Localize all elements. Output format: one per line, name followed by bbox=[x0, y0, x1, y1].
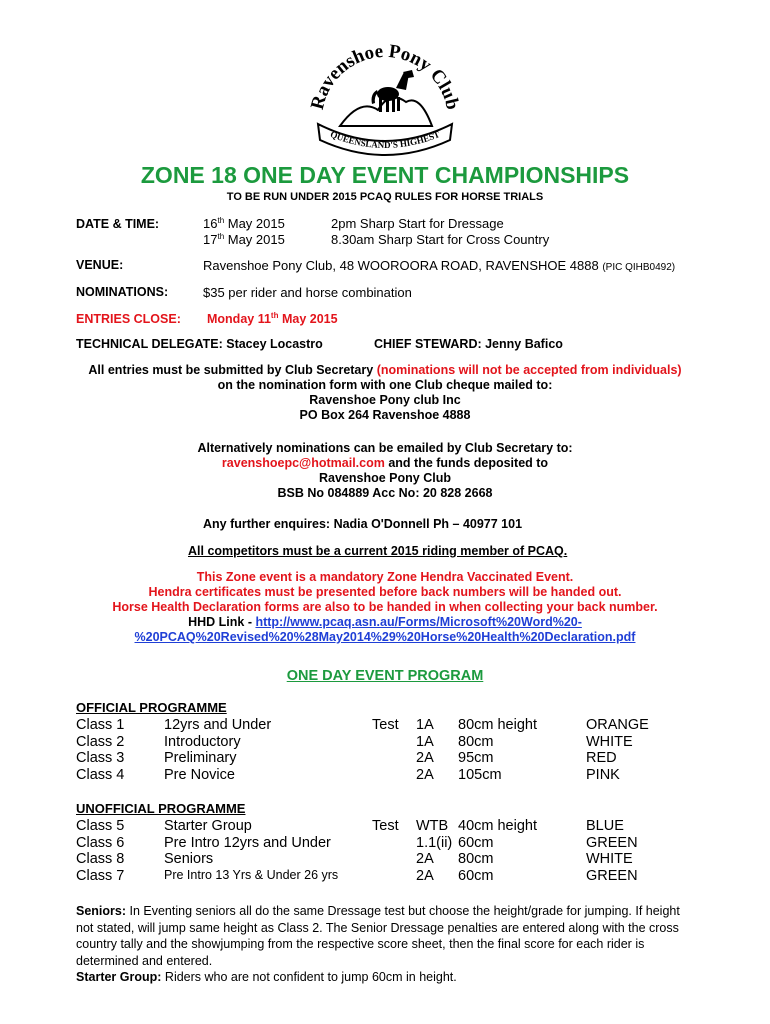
official-heading: OFFICIAL PROGRAMME bbox=[76, 700, 227, 715]
logo-banner-text: QUEENSLAND'S HIGHEST bbox=[328, 129, 442, 151]
cell-desc: Introductory bbox=[164, 733, 241, 750]
cell-cls: Class 2 bbox=[76, 733, 125, 750]
cell-code: 2A bbox=[416, 868, 434, 885]
entries-line3: Ravenshoe Pony club Inc bbox=[309, 393, 461, 407]
cell-colour: BLUE bbox=[586, 818, 624, 834]
cell-cls: Class 4 bbox=[76, 767, 125, 784]
entries-line1: All entries must be submitted by Club Secretary (nominations will not be accepted from individuals) bbox=[88, 363, 682, 377]
nominations-label: NOMINATIONS: bbox=[76, 285, 169, 299]
cell-test: Test bbox=[372, 717, 399, 733]
email-line3: Ravenshoe Pony Club bbox=[319, 471, 451, 485]
cell-code: 2A bbox=[416, 851, 434, 868]
venue-value: Ravenshoe Pony Club, 48 WOOROORA ROAD, RAVENSHOE 4888 (PIC QIHB0492) bbox=[203, 258, 676, 273]
hhd-link[interactable]: http://www.pcaq.asn.au/Forms/Microsoft%20Word%20- bbox=[255, 615, 582, 629]
pony-icon bbox=[372, 70, 414, 112]
cell-height: 80cm bbox=[458, 851, 494, 868]
cell-code: 1.1(ii) bbox=[416, 834, 453, 851]
page-subtitle: TO BE RUN UNDER 2015 PCAQ RULES FOR HORSE TRIALS bbox=[226, 191, 544, 203]
email-address[interactable]: ravenshoepc@hotmail.com bbox=[221, 456, 385, 470]
nominations-value: $35 per rider and horse combination bbox=[203, 285, 412, 300]
cell-colour: GREEN bbox=[586, 834, 638, 851]
cell-height: 40cm height bbox=[458, 818, 537, 834]
email-line4: BSB No 084889 Acc No: 20 828 2668 bbox=[277, 486, 493, 500]
page-title: ZONE 18 ONE DAY EVENT CHAMPIONSHIPS bbox=[140, 162, 630, 188]
entries-close-date: Monday 11th May 2015 bbox=[207, 311, 338, 326]
cell-code: 2A bbox=[416, 750, 434, 767]
cell-cls: Class 3 bbox=[76, 750, 125, 767]
chief-steward: CHIEF STEWARD: Jenny Bafico bbox=[374, 337, 563, 351]
cell-cls: Class 1 bbox=[76, 717, 125, 733]
venue-label: VENUE: bbox=[76, 258, 124, 272]
cell-height: 80cm bbox=[458, 733, 494, 750]
cell-height: 60cm bbox=[458, 868, 494, 885]
cell-cls: Class 5 bbox=[76, 818, 125, 834]
unofficial-heading: UNOFFICIAL PROGRAMME bbox=[76, 801, 246, 816]
email-line1: Alternatively nominations can be emailed by Club Secretary to: bbox=[197, 441, 573, 455]
entries-line4: PO Box 264 Ravenshoe 4888 bbox=[299, 408, 471, 422]
club-logo bbox=[300, 28, 470, 158]
cell-desc: Starter Group bbox=[164, 818, 252, 834]
cell-height: 105cm bbox=[458, 767, 502, 784]
cell-colour: GREEN bbox=[586, 868, 638, 885]
hhd-line1: HHD Link - http://www.pcaq.asn.au/Forms/Microsoft%20Word%20- bbox=[188, 615, 582, 629]
enquiries: Any further enquires: Nadia O'Donnell Ph – 40977 101 bbox=[203, 517, 523, 531]
entries-close-label: ENTRIES CLOSE: bbox=[76, 312, 181, 326]
cell-colour: RED bbox=[586, 750, 617, 767]
seniors-note: Seniors: In Eventing seniors all do the same Dressage test but choose the height/grade for jumping. If height not stated, will jump same height as Class 2. The Senior Dressage penalties are entered along with the cross country tally and the showjumping from the respective score sheet, then the final score for each rider is determined and entered. Starter Group: Riders who are not confident to jump 60cm in height. bbox=[76, 904, 680, 984]
date2: 17th May 2015 bbox=[203, 232, 285, 247]
cell-desc: 12yrs and Under bbox=[164, 717, 272, 733]
cell-colour: WHITE bbox=[586, 733, 633, 750]
cell-colour: ORANGE bbox=[586, 717, 649, 733]
cell-height: 80cm height bbox=[458, 717, 537, 733]
date1: 16th May 2015 bbox=[203, 216, 285, 231]
date1-desc: 2pm Sharp Start for Dressage bbox=[331, 216, 504, 231]
cell-code: WTB bbox=[416, 818, 449, 834]
entries-line2: on the nomination form with one Club cheque mailed to: bbox=[217, 378, 553, 392]
cell-code: 1A bbox=[416, 733, 434, 750]
hhd-line2 bbox=[0, 630, 770, 644]
cell-code: 2A bbox=[416, 767, 434, 784]
hhd-link-cont[interactable]: %20PCAQ%20Revised%20%28May2014%29%20Horse%20Health%20Declaration.pdf bbox=[134, 630, 636, 644]
cell-cls: Class 8 bbox=[76, 851, 125, 868]
cell-desc: Seniors bbox=[164, 851, 214, 868]
cell-desc: Pre Intro 13 Yrs & Under 26 yrs bbox=[164, 868, 339, 883]
cell-desc: Preliminary bbox=[164, 750, 237, 767]
cell-cls: Class 7 bbox=[76, 868, 125, 885]
hendra-line2: Hendra certificates must be presented before back numbers will be handed out. bbox=[148, 585, 622, 599]
cell-colour: PINK bbox=[586, 767, 620, 784]
hendra-line1: This Zone event is a mandatory Zone Hendra Vaccinated Event. bbox=[196, 570, 574, 584]
cell-desc: Pre Novice bbox=[164, 767, 235, 784]
date-label: DATE & TIME: bbox=[76, 217, 160, 231]
hendra-line3: Horse Health Declaration forms are also to be handed in when collecting your back number. bbox=[112, 600, 658, 614]
cell-code: 1A bbox=[416, 717, 434, 733]
cell-test: Test bbox=[372, 818, 399, 834]
cell-height: 60cm bbox=[458, 834, 494, 851]
club-logo-graphic bbox=[300, 28, 470, 158]
email-line2: ravenshoepc@hotmail.com and the funds deposited to bbox=[221, 456, 549, 470]
cell-cls: Class 6 bbox=[76, 834, 125, 851]
logo-arc-text: Ravenshoe Pony Club bbox=[306, 40, 464, 112]
technical-delegate: TECHNICAL DELEGATE: Stacey Locastro bbox=[76, 337, 323, 351]
cell-colour: WHITE bbox=[586, 851, 633, 868]
date2-desc: 8.30am Sharp Start for Cross Country bbox=[331, 232, 550, 247]
cell-height: 95cm bbox=[458, 750, 494, 767]
cell-desc: Pre Intro 12yrs and Under bbox=[164, 834, 331, 851]
program-heading: ONE DAY EVENT PROGRAM bbox=[286, 668, 484, 684]
membership-note: All competitors must be a current 2015 riding member of PCAQ. bbox=[188, 544, 568, 558]
